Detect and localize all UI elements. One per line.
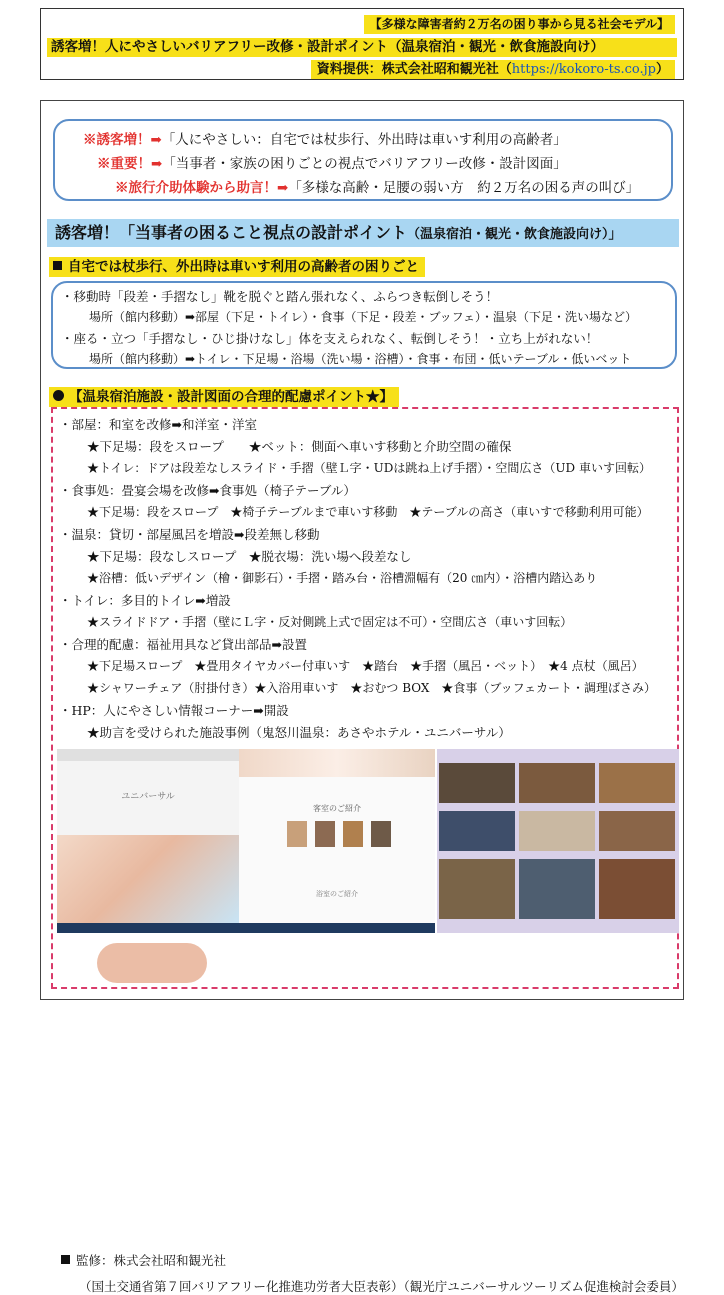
square-bullet-icon [53,261,62,270]
design-line: ★シャワーチェア（肘掛付き）★入浴用車いす ★おむつ BOX ★食事（ブッフェカート・調理ばさみ） [87,681,656,695]
header-title: 誘客増！人にやさしいバリアフリー改修・設計ポイント（温泉宿泊・観光・飲食施設向け） [47,38,677,57]
intro-line-1: ※誘客増！➡「人にやさしい：自宅では杖歩行、外出時は車いす利用の高齢者」 [83,132,567,148]
taskbar [57,923,239,933]
browser-bar [57,749,239,761]
supervision-line: 監修：株式会社昭和観光社 [61,1251,226,1269]
website-screenshot-1 [57,749,239,933]
design-line: ★下足場：段をスロープ ★椅子テーブルまで車いす移動 ★テーブルの高さ（車いすで移動利用可能） [87,505,649,519]
home-line: ・移動時「段差・手摺なし」靴を脱ぐと踏ん張れなく、ふらつき転倒しそう！ [61,289,499,304]
design-line: ★トイレ：ドアは段差なしスライド・手摺（壁Ｌ字・UDは跳ね上げ手摺）・空間広さ（UD 車いす回転） [87,461,651,475]
main-box [40,100,684,1294]
room-thumb [287,821,307,847]
design-line: ★助言を受けられた施設事例（鬼怒川温泉：あさやホテル・ユニバーサル） [87,725,511,740]
photo-equipment [439,859,515,919]
photo-room [519,763,595,803]
source-prefix: 資料提供：株式会社昭和観光社（ [316,62,512,77]
home-line: 場所（館内移動）➡トイレ・下足場・浴場（洗い場・浴槽）・食事・布団・低いテーブル・低いベット [89,352,632,366]
design-points-box [51,407,684,1294]
room-thumb [371,821,391,847]
photo-toilet [599,811,675,851]
hands-photo [57,835,239,923]
photo-bath [519,811,595,851]
design-line: ・温泉：貸切・部屋風呂を増設➡段差無し移動 [59,527,320,542]
design-line: ★下足場スロープ ★畳用タイヤカバー付車いす ★踏台 ★手摺（風呂・ベット） ★4 点杖（風呂） [87,659,644,673]
intro-box [53,119,673,201]
header-tagline: 【多様な障害者約２万名の困り事から見る社会モデル】 [364,15,675,34]
design-line: ・トイレ：多目的トイレ➡増設 [59,593,231,608]
home-heading: 自宅では杖歩行、外出時は車いす利用の高齢者の困りごと [49,257,425,277]
design-line: ★下足場：段をスロープ ★ベット：側面へ車いす移動と介助空間の確保 [87,439,512,454]
source-url-link[interactable]: https://kokoro-ts.co.jp [511,62,656,77]
supervision-credentials: （国土交通省第７回バリアフリー化推進功労者大臣表彰）（観光庁ユニバーサルツーリズム促進検討会委員） [79,1279,684,1294]
section-title: 誘客増！「当事者の困ること視点の設計ポイント（温泉宿泊・観光・飲食施設向け）」 [47,219,679,247]
design-line: ・部屋：和室を改修➡和洋室・洋室 [59,417,257,432]
design-heading: 【温泉宿泊施設・設計図面の合理的配慮ポイント★】 [49,387,399,407]
photo-room [599,763,675,803]
intro-line-3: ※旅行介助体験から助言！➡「多様な高齢・足腰の弱い方 約２万名の困る声の叫び」 [115,180,640,196]
design-line: ★下足場：段なしスロープ ★脱衣場：洗い場へ段差なし [87,549,412,564]
site-banner [239,749,435,777]
site-title: ユニバーサル [121,792,175,802]
photo-equipment [519,859,595,919]
design-line: ・HP：人にやさしい情報コーナー➡開設 [59,703,289,718]
header-box [40,8,684,80]
design-line: ・合理的配慮：福祉用具など貸出部品➡設置 [59,637,307,652]
home-line: ・座る・立つ「手摺なし・ひじ掛けなし」体を支えられなく、転倒しそう！・立ち上がれない！ [61,331,599,346]
square-bullet-icon [61,1255,70,1264]
design-line: ★浴槽：低いデザイン（檜・御影石）・手摺・踏み台・浴槽淵幅有（20 ㎝内）・浴槽内踏込あり [87,571,598,585]
photo-bath [439,811,515,851]
website-screenshot-2 [239,749,435,933]
facility-photos [437,749,679,933]
photo-room [439,763,515,803]
header-source [311,60,675,79]
intro-line-2: ※重要！➡「当事者・家族の困りごとの視点でバリアフリー改修・設計図面」 [97,156,567,172]
room-thumb [343,821,363,847]
design-line: ★スライドドア・手摺（壁にＬ字・反対側跳上式で固定は不可）・空間広さ（車いす回転） [87,615,573,629]
taskbar [239,923,435,933]
bath-title: 浴室のご紹介 [316,890,358,898]
photo-equipment [599,859,675,919]
home-line: 場所（館内移動）➡部屋（下足・トイレ）・食事（下足・段差・ブッフェ）・温泉（下足・洗い場など） [89,310,638,324]
room-thumb [315,821,335,847]
circle-bullet-icon [53,390,64,401]
rooms-title: 客室のご紹介 [313,804,361,813]
home-issues-box [51,281,677,369]
hands-shape [97,943,207,983]
source-suffix: ） [655,62,669,77]
design-line: ・食事処：畳宴会場を改修➡食事処（椅子テーブル） [59,483,356,498]
